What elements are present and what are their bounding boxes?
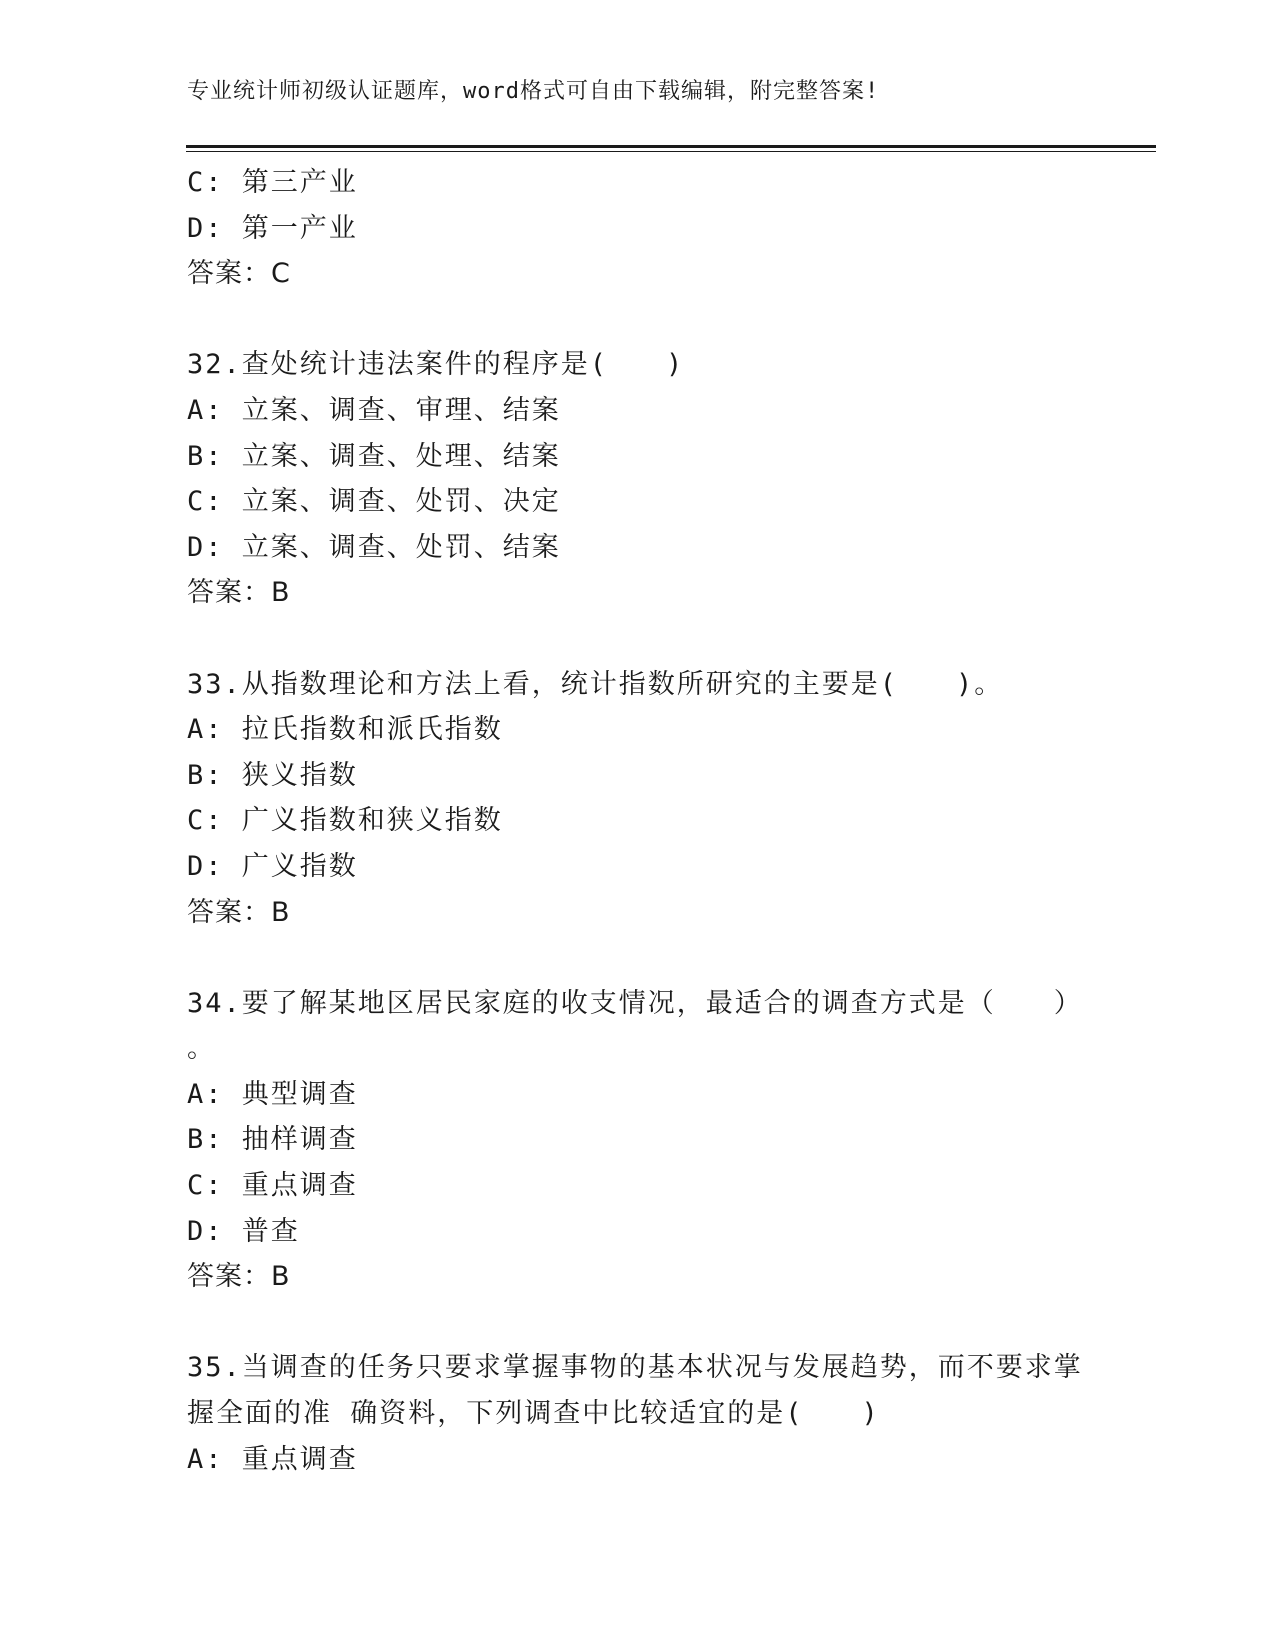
option-d: D: 广义指数	[187, 850, 358, 882]
option-c: C: 第三产业	[187, 167, 358, 198]
answer: 答案：B	[187, 896, 291, 928]
option-c: C: 广义指数和狭义指数	[187, 805, 503, 837]
question-text-line-2: 握全面的准 确资料，下列调查中比较适宜的是( )	[187, 1398, 880, 1430]
option-b: B: 狭义指数	[187, 759, 358, 791]
header-rule-thick	[186, 145, 1156, 148]
option-c: C: 重点调查	[187, 1170, 358, 1202]
question-text-line-1: 34.要了解某地区居民家庭的收支情况，最适合的调查方式是（ ）	[187, 987, 1083, 1019]
option-a: A: 立案、调查、审理、结案	[187, 394, 561, 426]
option-d: D: 立案、调查、处罚、结案	[187, 531, 561, 563]
option-c: C: 立案、调查、处罚、决定	[187, 486, 561, 518]
option-a: A: 重点调查	[187, 1443, 358, 1475]
page-header: 专业统计师初级认证题库，word格式可自由下载编辑，附完整答案!	[187, 79, 880, 104]
question-text-line-1: 35.当调查的任务只要求掌握事物的基本状况与发展趋势，而不要求掌	[187, 1352, 1083, 1384]
question-34	[187, 981, 1087, 1300]
question-text: 32.查处统计违法案件的程序是( )	[187, 349, 685, 381]
answer: 答案：B	[187, 1261, 291, 1293]
option-d: D: 普查	[187, 1215, 300, 1247]
spacer	[187, 297, 1087, 343]
answer: 答案：C	[187, 258, 291, 290]
spacer	[187, 935, 1087, 981]
header-rule-thin	[186, 151, 1156, 152]
option-a: A: 典型调查	[187, 1078, 358, 1110]
question-35	[187, 1345, 1087, 1482]
question-text-line-2: 。	[187, 1033, 216, 1065]
question-content	[187, 160, 1087, 1482]
option-b: B: 抽样调查	[187, 1124, 358, 1156]
question-33	[187, 662, 1087, 936]
question-text: 33.从指数理论和方法上看，统计指数所研究的主要是( )。	[187, 668, 1004, 700]
answer: 答案：B	[187, 577, 291, 609]
option-b: B: 立案、调查、处理、结案	[187, 440, 561, 472]
question-32	[187, 342, 1087, 616]
spacer	[187, 616, 1087, 662]
option-d: D: 第一产业	[187, 212, 358, 244]
option-a: A: 拉氏指数和派氏指数	[187, 714, 503, 746]
spacer	[187, 1300, 1087, 1346]
continuation-block	[187, 160, 1087, 297]
